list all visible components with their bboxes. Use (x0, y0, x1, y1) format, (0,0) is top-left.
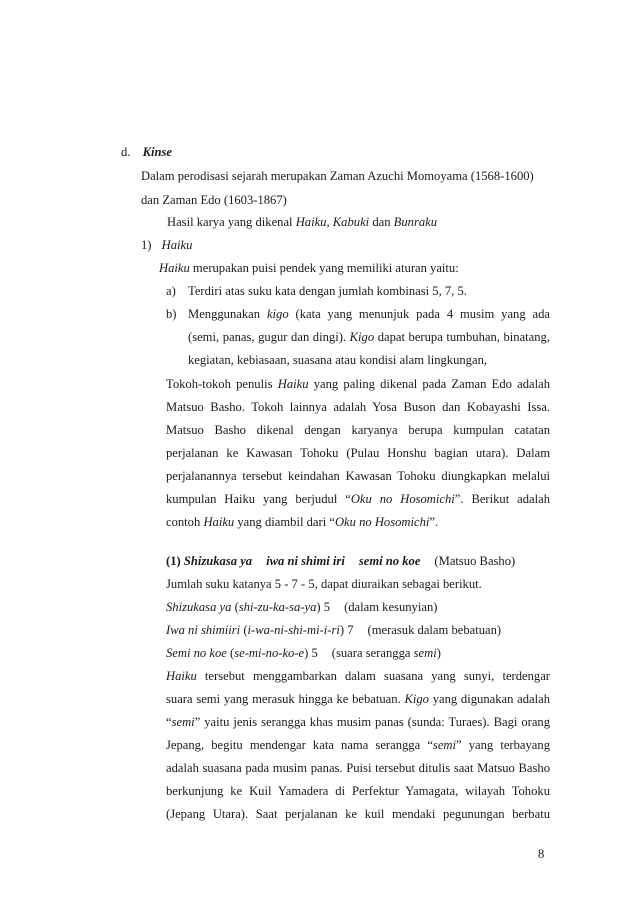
kigo-term: Kigo (404, 692, 429, 706)
rule-a-marker: a) (166, 284, 176, 298)
period-line-1: Dalam perodisasi sejarah merupakan Zaman Azuchi Momoyama (1568-1600) (141, 169, 534, 183)
syllable-word: Iwa ni shimiiri (166, 623, 241, 637)
section-letter: d. (121, 145, 131, 159)
works-intro: Hasil karya yang dikenal (167, 215, 296, 229)
haiku-term: Haiku (166, 669, 197, 683)
syllable-meaning: (dalam kesunyian) (344, 600, 438, 614)
syllable-word: Semi no koe (166, 646, 227, 660)
syllable-count: 5 (311, 646, 318, 660)
authors-text: ”. Berikut adalah (454, 492, 550, 506)
syllable-word: Shizukasa ya (166, 600, 232, 614)
example-phrase-1: Shizukasa ya (183, 554, 253, 568)
authors-line-3: Matsuo Basho dikenal dengan karyanya berupa kumpulan catatan (166, 423, 550, 437)
syllable-count: 5 (323, 600, 331, 614)
rule-b-line-3: kegiatan, kebiasaan, suasana atau kondisi alam lingkungan, (188, 353, 488, 367)
example-haiku (166, 553, 515, 569)
haiku-title: Haiku (161, 238, 193, 252)
semi-term: semi (432, 738, 457, 752)
rule-b-line-1 (188, 306, 550, 322)
rule-b-text: Menggunakan (188, 307, 267, 321)
syllable-meaning: (merasuk dalam bebatuan) (367, 623, 502, 637)
authors-text: yang diambil dari “ (234, 515, 335, 529)
semi-term: semi (413, 646, 437, 660)
authors-line-4: perjalanan ke Kawasan Tohoku (Pulau Honshu bagian utara). Dalam (166, 446, 550, 460)
rule-b-line-2 (188, 329, 550, 345)
haiku-definition (159, 260, 459, 276)
explanation-text: yang digunakan adalah (428, 692, 550, 706)
authors-line-1 (166, 376, 550, 392)
syllable-line-2: Iwa ni shimiiri (i-wa-ni-shi-mi-i-ri) 7 (merasuk dalam bebatuan) (166, 623, 502, 637)
semi-term: semi (171, 715, 195, 729)
rule-b-marker: b) (166, 307, 177, 321)
authors-line-5: perjalanannya tersebut keindahan Kawasan Tohoku diungkapkan melalui (166, 469, 550, 483)
section-title: Kinse (142, 145, 173, 159)
explanation-text: ” yang terbayang (456, 738, 550, 752)
works-last: Bunraku (393, 215, 438, 229)
rule-b-text: (kata yang menunjuk pada 4 musim yang ada (288, 307, 550, 321)
example-author: (Matsuo Basho) (434, 554, 516, 568)
works-and: dan (369, 215, 394, 229)
book-title: Oku no Hosomichi (334, 515, 430, 529)
example-number: (1) (166, 554, 184, 568)
haiku-number: 1) (141, 238, 152, 252)
explanation-line-3 (166, 714, 550, 730)
kigo-term: Kigo (349, 330, 375, 344)
haiku-term: Haiku (277, 377, 309, 391)
authors-line-7 (166, 514, 438, 530)
explanation-text: suara semi yang merasuk hingga ke bebatuan. (166, 692, 405, 706)
explanation-line-5: adalah suasana pada musim panas. Puisi tersebut ditulis saat Matsuo Basho (166, 761, 550, 775)
explanation-text: tersebut menggambarkan dalam suasana yang sunyi, terdengar (196, 669, 550, 683)
haiku-def-rest: merupakan puisi pendek yang memiliki aturan yaitu: (189, 261, 459, 275)
syllable-meaning: ) (436, 646, 441, 660)
explanation-text: Jepang, begitu mendengar kata nama serangga “ (166, 738, 433, 752)
rule-b-text: dapat berupa tumbuhan, binatang, (374, 330, 550, 344)
haiku-heading (141, 237, 192, 253)
page-number: 8 (538, 847, 545, 861)
authors-text: Tokoh-tokoh penulis (166, 377, 278, 391)
syllable-split: shi-zu-ka-sa-ya (238, 600, 317, 614)
syllable-split: se-mi-no-ko-e (234, 646, 305, 660)
syllable-count: 7 (347, 623, 354, 637)
syllable-split: i-wa-ni-shi-mi-i-ri (247, 623, 340, 637)
works-list: Haiku, Kabuki (295, 215, 370, 229)
explanation-line-7: (Jepang Utara). Saat perjalanan ke kuil mendaki pegunungan berbatu (166, 807, 550, 821)
explanation-text: “ (166, 715, 172, 729)
explanation-text: ” yaitu jenis serangga khas musim panas (sunda: Turaes). Bagi orang (194, 715, 550, 729)
syllable-intro: Jumlah suku katanya 5 - 7 - 5, dapat diuraikan sebagai berikut. (166, 577, 482, 591)
haiku-def-term: Haiku (159, 261, 190, 275)
period-line-2: dan Zaman Edo (1603-1867) (141, 193, 287, 207)
explanation-line-4 (166, 737, 550, 753)
authors-text: ”. (429, 515, 439, 529)
book-title: Oku no Hosomichi (350, 492, 455, 506)
authors-line-6 (166, 491, 550, 507)
explanation-line-2 (166, 691, 550, 707)
example-phrase-2: iwa ni shimi iri (266, 554, 345, 568)
syllable-meaning: (suara serangga (331, 646, 414, 660)
authors-text: contoh (166, 515, 204, 529)
authors-text: kumpulan Haiku yang berjudul “ (166, 492, 351, 506)
rule-a-text: Terdiri atas suku kata dengan jumlah kombinasi 5, 7, 5. (188, 284, 467, 298)
authors-text: yang paling dikenal pada Zaman Edo adalah (308, 377, 550, 391)
authors-line-2: Matsuo Basho. Tokoh lainnya adalah Yosa Buson dan Kobayashi Issa. (166, 400, 550, 414)
kigo-term: kigo (266, 307, 289, 321)
syllable-line-1: Shizukasa ya (shi-zu-ka-sa-ya) 5 (dalam kesunyian) (166, 600, 438, 614)
explanation-line-1 (166, 668, 550, 684)
section-heading (121, 144, 172, 160)
haiku-term: Haiku (203, 515, 235, 529)
explanation-line-6: berkunjung ke Kuil Yamadera di Perfektur Yamagata, wilayah Tohoku (166, 784, 550, 798)
rule-b-text: (semi, panas, gugur dan dingi). (188, 330, 350, 344)
example-phrase-3: semi no koe (358, 554, 421, 568)
syllable-line-3: Semi no koe (se-mi-no-ko-e) 5 (suara serangga semi) (166, 646, 441, 660)
works-line (167, 214, 437, 230)
